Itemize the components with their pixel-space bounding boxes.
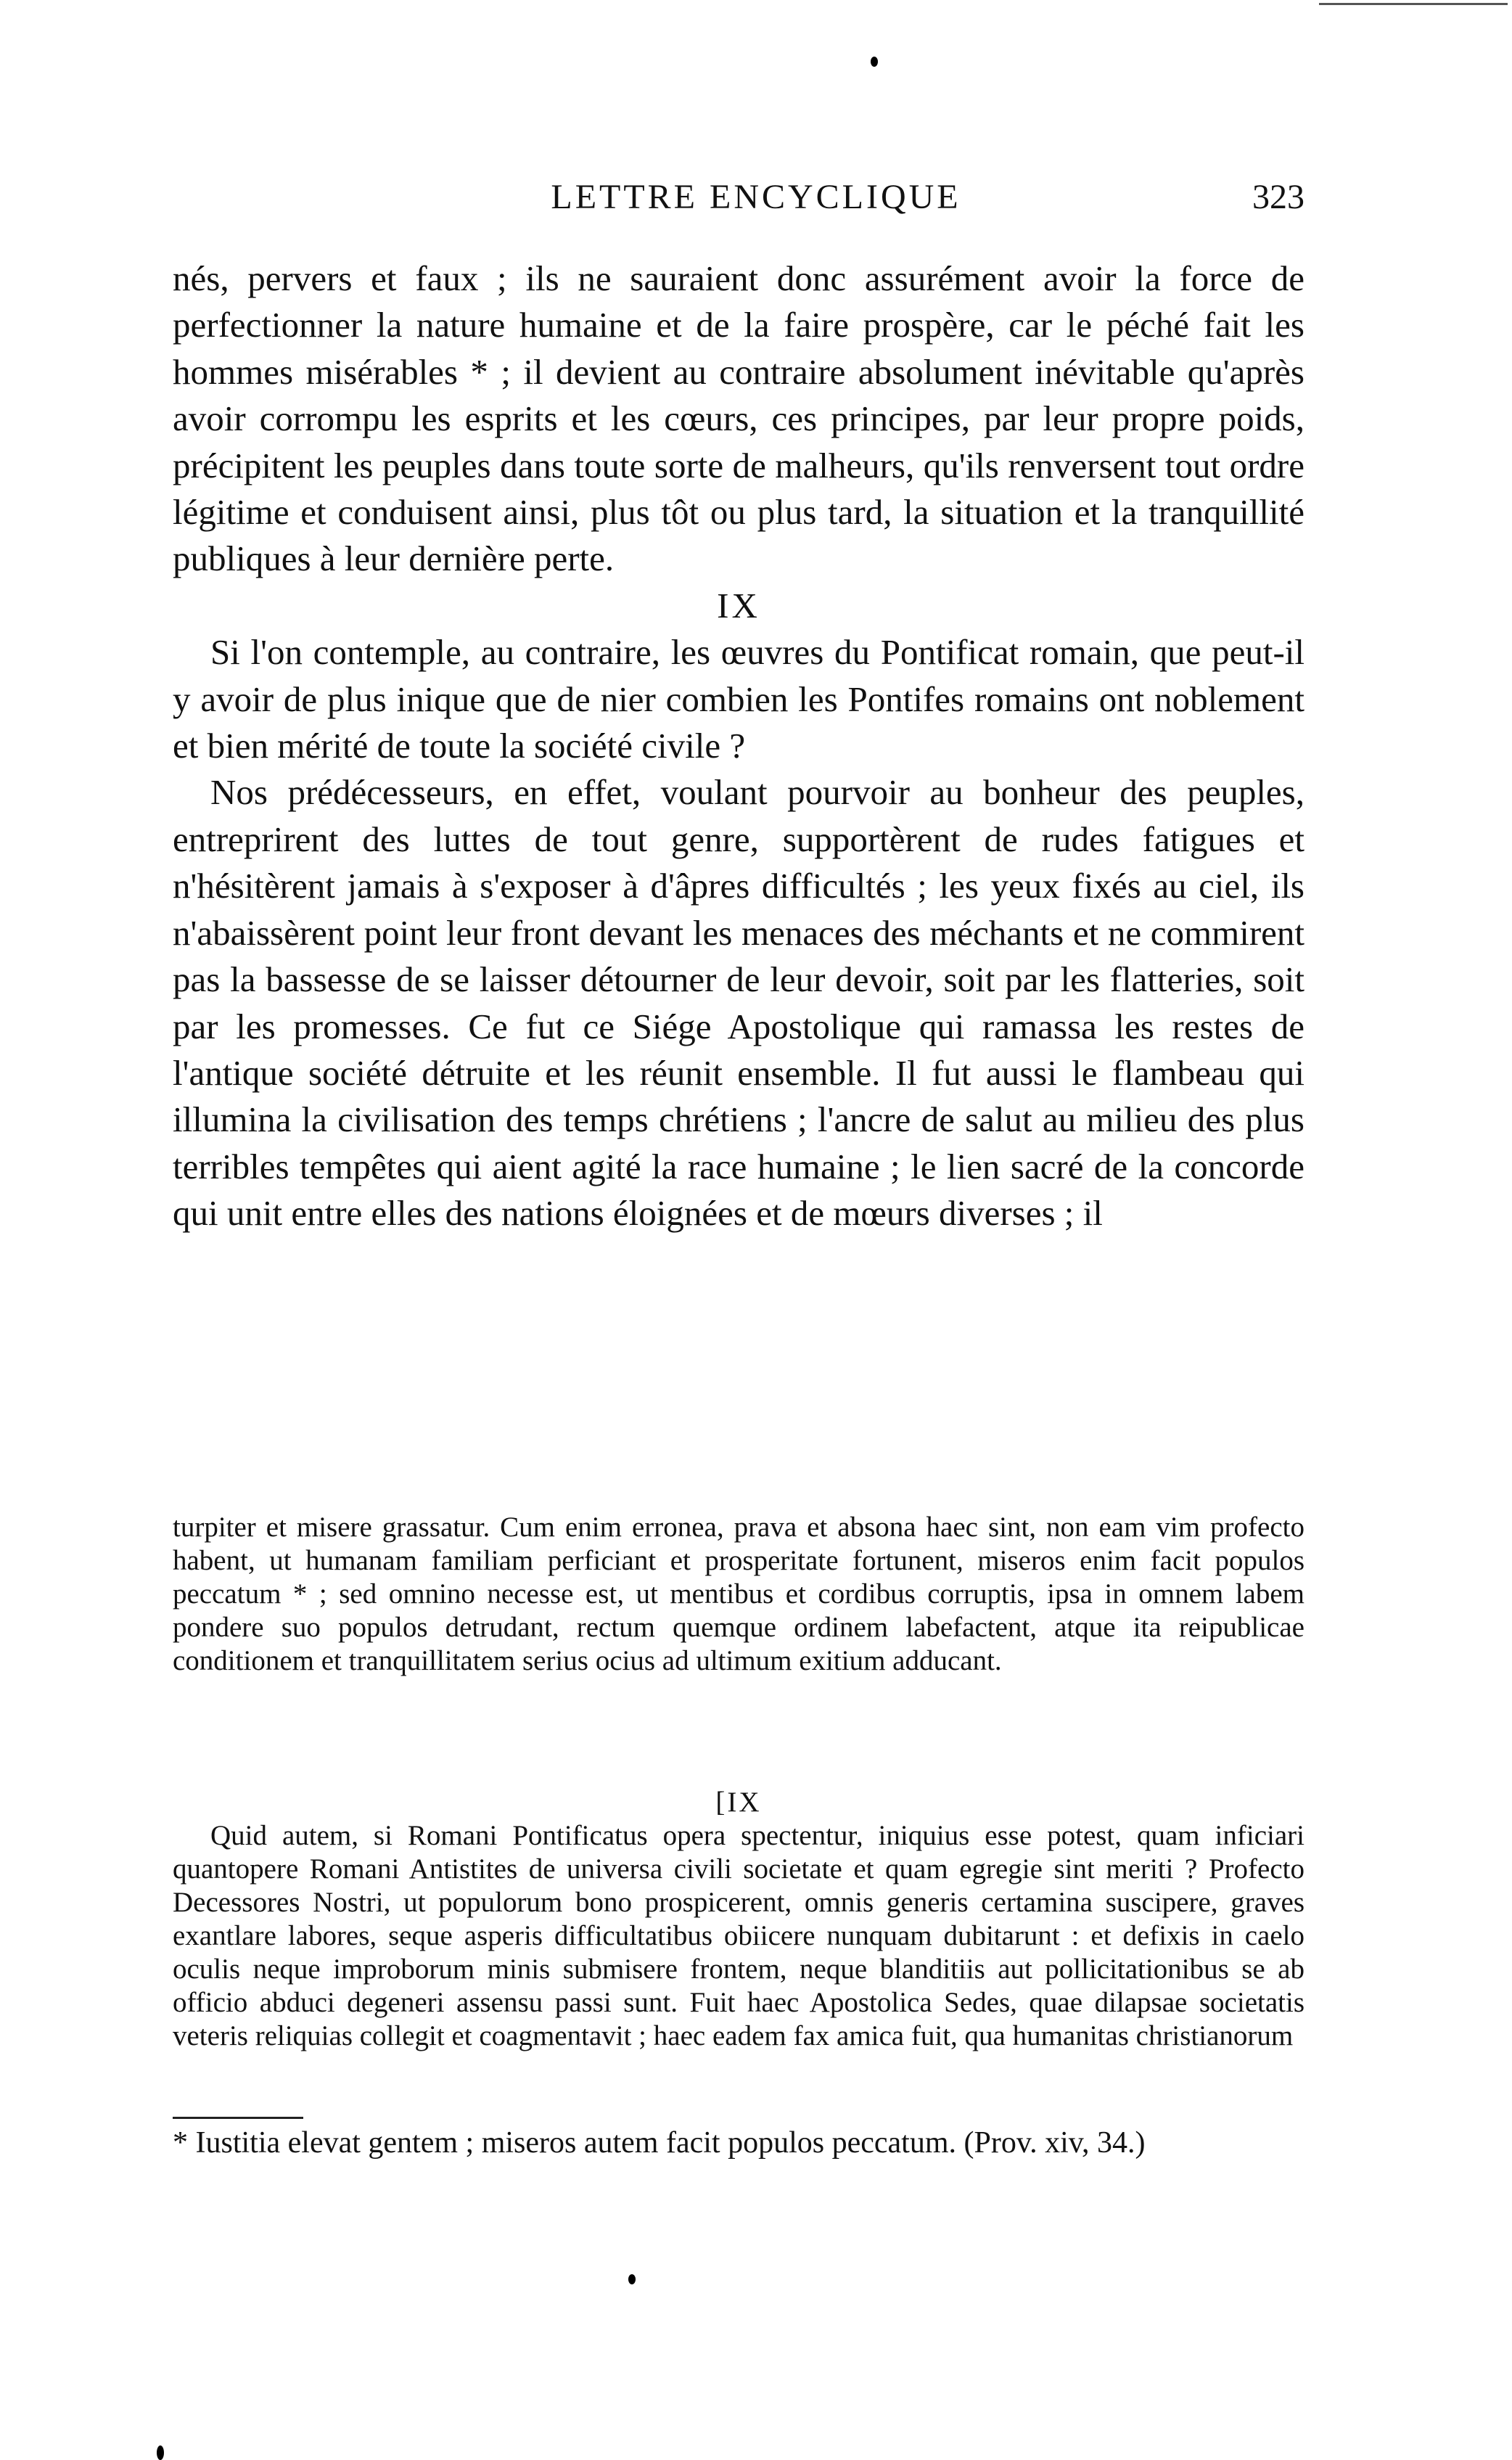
paragraph: Si l'on contemple, au contraire, les œuvres du Pontificat romain, que peut-il y avoir de plus inique que de nier combien les Pontifes romains ont noblement et bien mérité de toute la société civile ? [173, 632, 1304, 766]
scan-edge-line [1319, 3, 1508, 5]
french-text [173, 255, 1304, 1237]
footnote: * Iustitia elevat gentem ; miseros autem facit populos peccatum. (Prov. xiv, 34.) [173, 2126, 1146, 2160]
latin-text-section [173, 1786, 1304, 2053]
latin-section-heading: [IX [715, 1787, 762, 1818]
page-header [0, 177, 1512, 221]
ink-speck [157, 2445, 164, 2460]
ink-speck [628, 2274, 636, 2284]
section-heading: IX [717, 585, 760, 626]
paragraph: nés, pervers et faux ; ils ne sauraient donc assurément avoir la force de perfectionner la nature humaine et de la faire prospère, car le péché fait les hommes misérables * ; il devient au contraire absolument inévitable qu'après avoir corrompu les esprits et les cœurs, ces principes, par leur propre poids, précipitent les peuples dans toute sorte de malheurs, qu'ils renversent tout ordre légitime et conduisent ainsi, plus tôt ou plus tard, la situation et la tranquillité publiques à leur dernière perte. [173, 258, 1304, 579]
footnote-rule [173, 2117, 303, 2119]
paragraph: Nos prédécesseurs, en effet, voulant pourvoir au bonheur des peuples, entreprirent des luttes de tout genre, supportèrent de rudes fatigues et n'hésitèrent jamais à s'exposer à d'âpres difficultés ; les yeux fixés au ciel, ils n'abaissèrent point leur front devant les menaces des méchants et ne commirent pas la bassesse de se laisser détourner de leur devoir, soit par les flatteries, soit par les promesses. Ce fut ce Siége Apostolique qui ramassa les restes de l'antique société détruite et les réunit ensemble. Il fut aussi le flambeau qui illumina la civilisation des temps chrétiens ; l'ancre de salut au milieu des plus terribles tempêtes qui aient agité la race humaine ; le lien sacré de la concorde qui unit entre elles des nations éloignées et de mœurs diverses ; il [173, 772, 1304, 1234]
latin-text-continuation [173, 1511, 1304, 1678]
ink-speck [871, 57, 878, 67]
latin-paragraph: turpiter et misere grassatur. Cum enim erronea, prava et absona haec sint, non eam vim profecto habent, ut humanam familiam perficiant et prosperitate fortunent, miseros enim facit populos peccatum * ; sed omnino necesse est, ut mentibus et cordibus corruptis, ipsa in omnem labem pondere suo populos detrudant, rectum quemque ordinem labefactent, atque ita reipublicae conditionem et tranquillitatem serius ocius ad ultimum exitium adducant. [173, 1512, 1304, 1676]
running-title: LETTRE ENCYCLIQUE [551, 178, 961, 216]
page-number: 323 [1252, 178, 1304, 216]
latin-paragraph: Quid autem, si Romani Pontificatus opera spectentur, iniquius esse potest, quam inficiari quantopere Romani Antistites de universa civili societate et quam egregie sint meriti ? Profecto Decessores Nostri, ut populorum bono prospicerent, omnis generis certamina suscipere, graves exantlare labores, seque asperis difficultatibus obiicere nunquam dubitarunt : et defixis in caelo oculis neque improborum minis submisere frontem, neque blanditiis aut pollicitationibus se ab officio abduci degeneri assensu passi sunt. Fuit haec Apostolica Sedes, quae dilapsae societatis veteris reliquias collegit et coagmentavit ; haec eadem fax amica fuit, qua humanitas christianorum [173, 1820, 1304, 2051]
